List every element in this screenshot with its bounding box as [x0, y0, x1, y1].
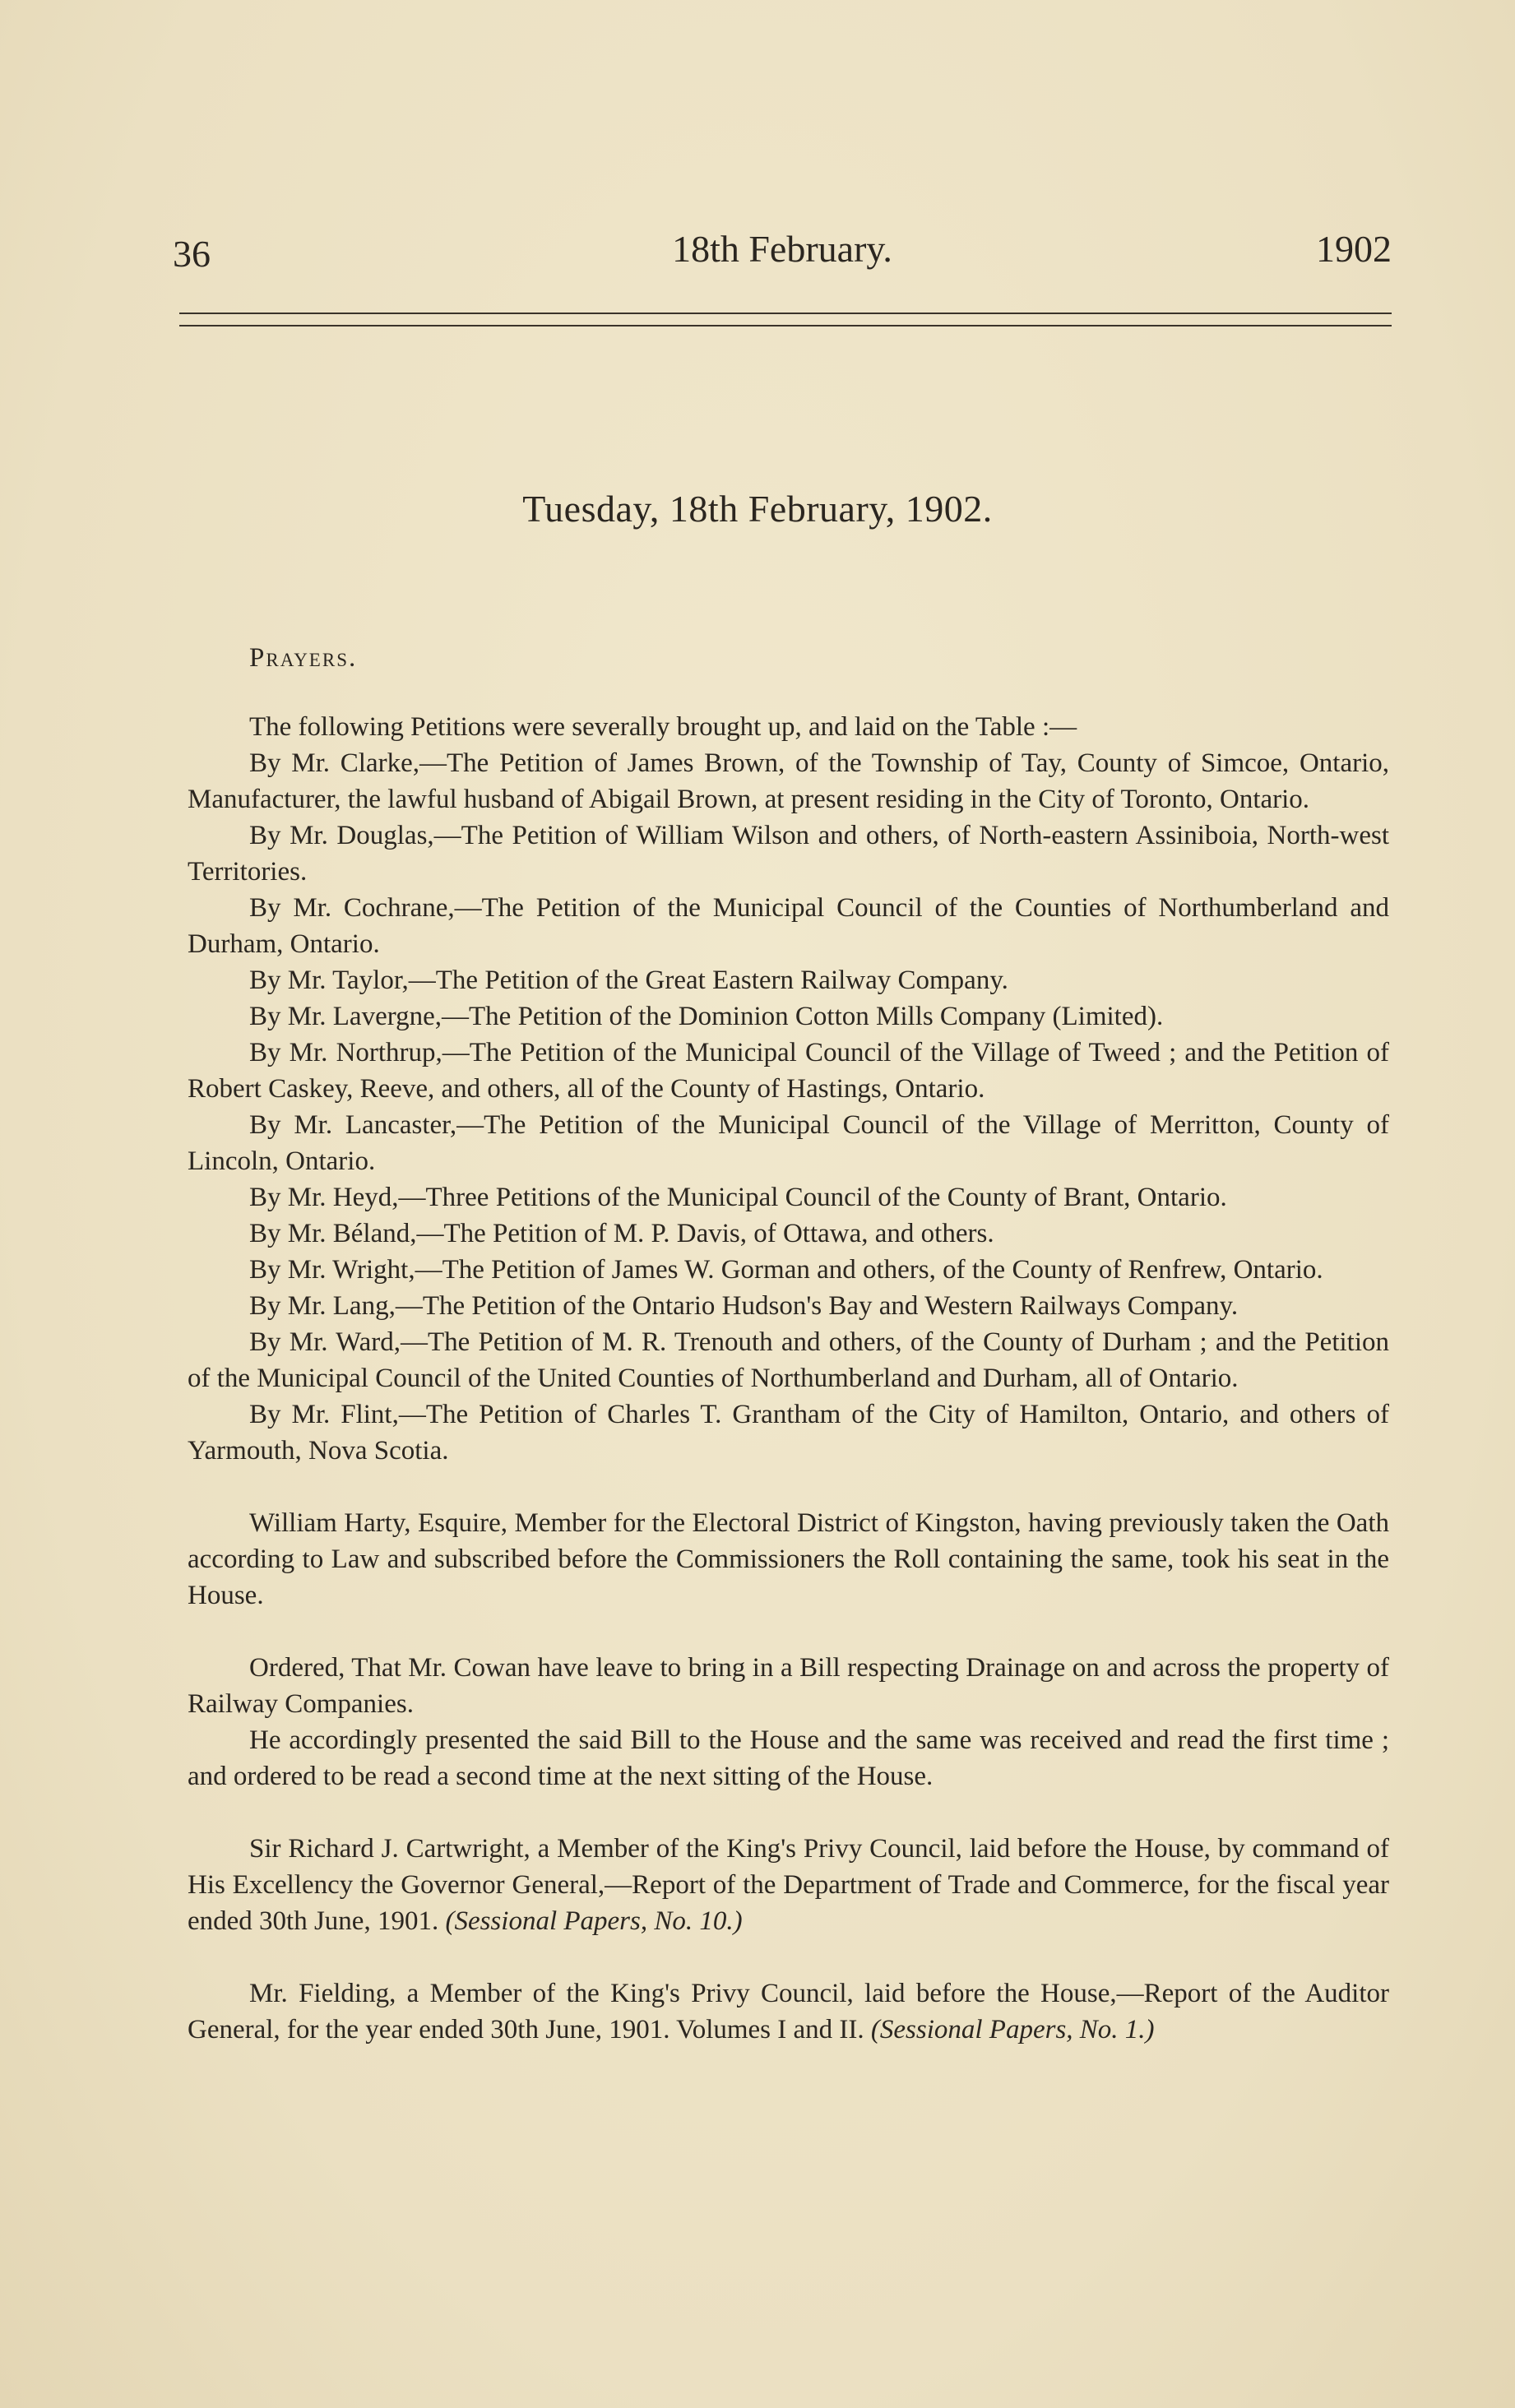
cartwright-sessional-ref: (Sessional Papers, No. 10.) [445, 1906, 743, 1936]
petition-item: By Mr. Ward,—The Petition of M. R. Trenouth and others, of the County of Durham ; and the Petition of the Municipal Council of the United Counties of Northumberland and Durham, all of Ontario. [188, 1327, 1389, 1393]
cowan-bill-presented: He accordingly presented the said Bill to the House and the same was received and read the first time ; and ordered to be read a second time at the next sitting of the House. [188, 1725, 1389, 1791]
petitions-intro: The following Petitions were severally brought up, and laid on the Table :— [249, 712, 1077, 742]
petition-item: By Mr. Flint,—The Petition of Charles T. Grantham of the City of Hamilton, Ontario, and others of Yarmouth, Nova Scotia. [188, 1400, 1389, 1466]
sitting-date-heading: Tuesday, 18th February, 1902. [522, 488, 993, 530]
petition-item: By Mr. Lancaster,—The Petition of the Municipal Council of the Village of Merritton, County of Lincoln, Ontario. [188, 1110, 1389, 1176]
header-rule-top [179, 313, 1392, 314]
header-year: 1902 [1316, 228, 1392, 270]
petition-item: By Mr. Wright,—The Petition of James W. Gorman and others, of the County of Renfrew, Ontario. [249, 1255, 1323, 1285]
petition-item: By Mr. Lang,—The Petition of the Ontario Hudson's Bay and Western Railways Company. [249, 1291, 1239, 1321]
cowan-bill-order: Ordered, That Mr. Cowan have leave to bring in a Bill respecting Drainage on and across the property of Railway Companies. [188, 1653, 1389, 1719]
fielding-report-paragraph [188, 1975, 1389, 2048]
petition-item: By Mr. Cochrane,—The Petition of the Municipal Council of the Counties of Northumberland and Durham, Ontario. [188, 893, 1389, 959]
petition-item: By Mr. Douglas,—The Petition of William Wilson and others, of North-eastern Assiniboia, North-west Territories. [188, 821, 1389, 887]
cartwright-report-paragraph [188, 1831, 1389, 1939]
header-rule-bottom [179, 325, 1392, 326]
page-number: 36 [173, 233, 211, 275]
petition-item: By Mr. Heyd,—Three Petitions of the Municipal Council of the County of Brant, Ontario. [249, 1183, 1227, 1212]
petition-item: By Mr. Béland,—The Petition of M. P. Davis, of Ottawa, and others. [249, 1219, 994, 1248]
header-date: 18th February. [672, 228, 892, 270]
harty-seat-paragraph: William Harty, Esquire, Member for the Electoral District of Kingston, having previously taken the Oath according to Law and subscribed before the Commissioners the Roll containing the same, took his seat in the House. [188, 1508, 1389, 1610]
fielding-report-text: Mr. Fielding, a Member of the King's Privy Council, laid before the House,—Report of the Auditor General, for the year ended 30th June, 1901. Volumes I and II. [188, 1979, 1389, 2044]
fielding-sessional-ref: (Sessional Papers, No. 1.) [870, 2015, 1155, 2044]
petition-item: By Mr. Lavergne,—The Petition of the Dominion Cotton Mills Company (Limited). [249, 1002, 1164, 1031]
petition-item: By Mr. Northrup,—The Petition of the Municipal Council of the Village of Tweed ; and the Petition of Robert Caskey, Reeve, and others, all of the County of Hastings, Ontario. [188, 1038, 1389, 1104]
cartwright-report-text: Sir Richard J. Cartwright, a Member of the King's Privy Council, laid before the House, by command of His Excellency the Governor General,—Report of the Department of Trade and Commerce, for the fiscal year ended 30th June, 1901. [188, 1834, 1389, 1936]
page-header [173, 222, 1392, 280]
petition-item: By Mr. Taylor,—The Petition of the Great Eastern Railway Company. [249, 966, 1008, 995]
petition-item: By Mr. Clarke,—The Petition of James Brown, of the Township of Tay, County of Simcoe, Ontario, Manufacturer, the lawful husband of Abigail Brown, at present residing in the City of Toronto, Ontario. [188, 748, 1389, 814]
prayers-heading: Prayers. [249, 643, 358, 673]
journal-body [188, 640, 1389, 2048]
